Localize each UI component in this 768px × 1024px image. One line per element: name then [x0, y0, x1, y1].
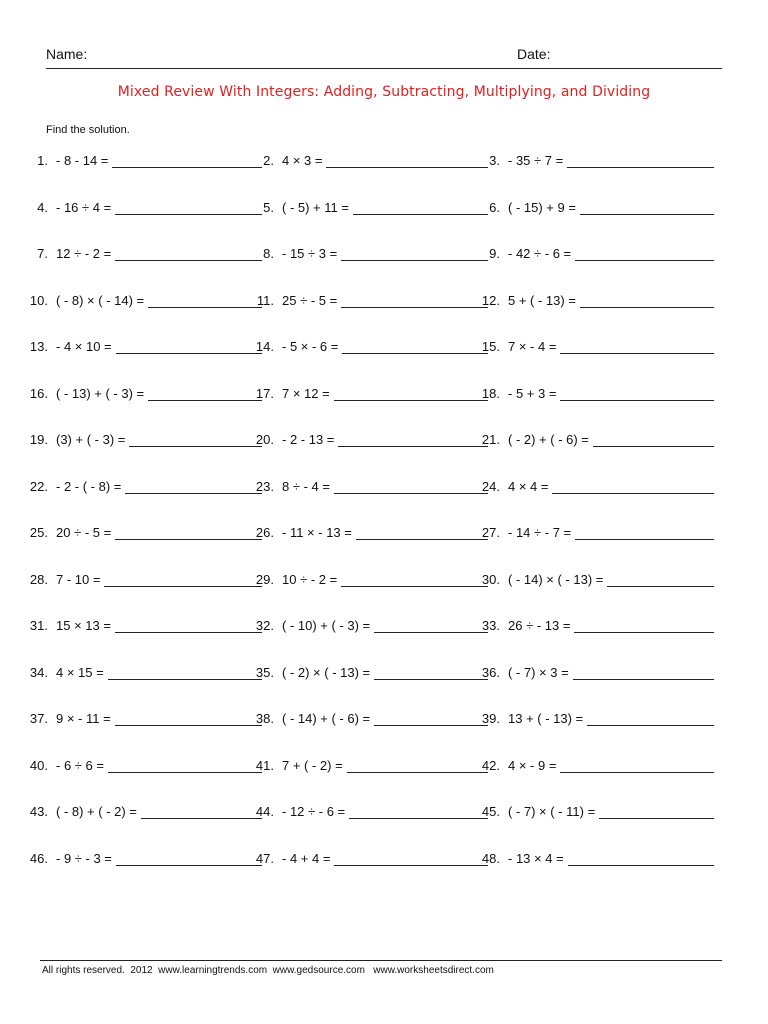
problem-item: [476, 241, 714, 261]
problem-expression: ( - 7) × ( - 11) =: [508, 804, 596, 819]
problem-item: [24, 241, 262, 261]
problem-number: 11.: [256, 292, 274, 308]
problem-expression: ( - 14) + ( - 6) =: [282, 711, 371, 726]
problem-expression: 9 × - 11 =: [56, 711, 111, 726]
problem-number: 23.: [255, 478, 274, 494]
answer-line[interactable]: [116, 851, 262, 866]
problem-item: [250, 148, 488, 168]
answer-line[interactable]: [347, 758, 488, 773]
answer-line[interactable]: [115, 618, 262, 633]
answer-line[interactable]: [374, 665, 488, 680]
problem-number: 10.: [29, 292, 48, 308]
problem-number: 37.: [29, 711, 48, 726]
problem-item: [24, 474, 262, 494]
problem-expression: - 16 ÷ 4 =: [56, 199, 112, 215]
problem-expression: - 11 × - 13 =: [282, 525, 352, 540]
problem-number: 48.: [481, 850, 500, 866]
problem-item: [24, 334, 262, 354]
problem-expression: - 5 + 3 =: [508, 385, 557, 401]
problem-expression: 7 × 12 =: [282, 385, 330, 401]
problem-number: 17.: [255, 385, 274, 401]
problem-expression: ( - 13) + ( - 3) =: [56, 385, 145, 401]
problem-item: [24, 567, 262, 587]
problem-expression: ( - 5) + 11 =: [282, 199, 349, 215]
problem-number: 28.: [29, 571, 48, 587]
answer-line[interactable]: [148, 386, 262, 401]
answer-line[interactable]: [573, 665, 714, 680]
problem-number: 29.: [255, 571, 274, 587]
problem-number: 15.: [481, 339, 500, 354]
problem-item: [476, 474, 714, 494]
footer-text: All rights reserved. 2012 www.learningtrends.com www.gedsource.com www.worksheetsdirect.com: [42, 965, 494, 976]
problem-item: [250, 195, 488, 215]
problem-number: 34.: [29, 664, 48, 680]
answer-line[interactable]: [560, 386, 714, 401]
problem-expression: 8 ÷ - 4 =: [282, 478, 330, 494]
problem-expression: ( - 10) + ( - 3) =: [282, 618, 371, 633]
date-label: Date:: [517, 46, 551, 62]
problem-number: 25.: [29, 525, 48, 540]
answer-line[interactable]: [341, 246, 488, 261]
answer-line[interactable]: [574, 618, 714, 633]
problem-item: [24, 753, 262, 773]
problem-number: 27.: [481, 525, 500, 540]
problem-number: 5.: [263, 199, 274, 215]
problem-expression: 7 + ( - 2) =: [282, 757, 343, 773]
problem-item: [250, 567, 488, 587]
answer-line[interactable]: [148, 293, 262, 308]
problem-expression: ( - 7) × 3 =: [508, 664, 569, 680]
answer-line[interactable]: [342, 339, 488, 354]
problem-item: [476, 799, 714, 819]
answer-line[interactable]: [560, 339, 714, 354]
problem-expression: 4 × 4 =: [508, 478, 549, 494]
problem-number: 20.: [255, 432, 274, 447]
answer-line[interactable]: [115, 525, 262, 540]
answer-line[interactable]: [334, 851, 488, 866]
answer-line[interactable]: [334, 479, 488, 494]
problem-number: 3.: [489, 153, 500, 168]
problem-item: [476, 288, 714, 308]
problem-number: 13.: [29, 339, 48, 354]
problem-item: [24, 706, 262, 726]
answer-line[interactable]: [567, 153, 714, 168]
problem-expression: ( - 14) × ( - 13) =: [508, 571, 604, 587]
answer-line[interactable]: [349, 804, 488, 819]
answer-line[interactable]: [374, 618, 488, 633]
problem-expression: - 4 × 10 =: [56, 339, 112, 354]
problem-expression: - 9 ÷ - 3 =: [56, 850, 112, 866]
problem-expression: - 13 × 4 =: [508, 850, 564, 866]
problem-item: [24, 846, 262, 866]
problem-item: [476, 195, 714, 215]
problem-item: [250, 660, 488, 680]
problem-item: [24, 427, 262, 447]
problem-number: 32.: [255, 618, 274, 633]
answer-line[interactable]: [112, 153, 262, 168]
answer-line[interactable]: [108, 758, 262, 773]
problem-number: 9.: [489, 246, 500, 261]
problem-number: 1.: [37, 153, 48, 168]
problem-item: [250, 753, 488, 773]
problem-number: 18.: [481, 385, 500, 401]
problem-expression: ( - 2) + ( - 6) =: [508, 432, 589, 447]
answer-line[interactable]: [116, 339, 262, 354]
problem-expression: (3) + ( - 3) =: [56, 432, 126, 447]
problem-item: [476, 753, 714, 773]
problem-number: 35.: [255, 664, 274, 680]
problem-expression: 7 - 10 =: [56, 571, 101, 587]
answer-line[interactable]: [374, 711, 488, 726]
answer-line[interactable]: [607, 572, 714, 587]
problem-number: 46.: [29, 850, 48, 866]
problem-expression: ( - 2) × ( - 13) =: [282, 664, 371, 680]
answer-line[interactable]: [587, 711, 714, 726]
problem-item: [250, 288, 488, 308]
answer-line[interactable]: [115, 711, 262, 726]
answer-line[interactable]: [580, 293, 714, 308]
problem-item: [476, 427, 714, 447]
problem-item: [250, 520, 488, 540]
answer-line[interactable]: [129, 432, 262, 447]
problem-expression: 10 ÷ - 2 =: [282, 571, 338, 587]
problem-item: [476, 381, 714, 401]
answer-line[interactable]: [108, 665, 262, 680]
problem-number: 36.: [481, 664, 500, 680]
answer-line[interactable]: [115, 246, 262, 261]
problem-number: 40.: [29, 757, 48, 773]
problem-number: 42.: [481, 757, 500, 773]
problem-item: [476, 706, 714, 726]
problem-expression: ( - 8) × ( - 14) =: [56, 292, 145, 308]
answer-line[interactable]: [575, 525, 714, 540]
problem-item: [476, 520, 714, 540]
problem-expression: 25 ÷ - 5 =: [282, 292, 338, 308]
answer-line[interactable]: [593, 432, 714, 447]
problem-number: 31.: [29, 618, 48, 633]
answer-line[interactable]: [141, 804, 262, 819]
problem-expression: ( - 8) + ( - 2) =: [56, 804, 137, 819]
problem-item: [24, 381, 262, 401]
problem-number: 43.: [29, 804, 48, 819]
problem-item: [476, 567, 714, 587]
problem-expression: - 15 ÷ 3 =: [282, 246, 338, 261]
problem-item: [250, 381, 488, 401]
problem-number: 44.: [255, 804, 274, 819]
problem-item: [24, 288, 262, 308]
problem-expression: - 2 - 13 =: [282, 432, 335, 447]
problem-number: 41.: [255, 757, 274, 773]
problem-expression: - 12 ÷ - 6 =: [282, 804, 346, 819]
problem-item: [250, 799, 488, 819]
problem-number: 45.: [481, 804, 500, 819]
answer-line[interactable]: [599, 804, 714, 819]
problem-number: 38.: [255, 711, 274, 726]
problem-number: 14.: [255, 339, 274, 354]
problem-item: [250, 427, 488, 447]
problem-expression: 26 ÷ - 13 =: [508, 618, 571, 633]
problem-item: [476, 660, 714, 680]
problem-item: [250, 706, 488, 726]
problem-expression: - 2 - ( - 8) =: [56, 478, 122, 494]
problem-item: [24, 195, 262, 215]
problem-expression: - 8 - 14 =: [56, 153, 109, 168]
problem-expression: 13 + ( - 13) =: [508, 711, 584, 726]
answer-line[interactable]: [353, 200, 488, 215]
problem-item: [250, 474, 488, 494]
problem-number: 2.: [263, 153, 274, 168]
problem-number: 12.: [481, 292, 500, 308]
problem-item: [24, 148, 262, 168]
problem-number: 26.: [255, 525, 274, 540]
answer-line[interactable]: [104, 572, 262, 587]
answer-line[interactable]: [568, 851, 714, 866]
problem-number: 16.: [29, 385, 48, 401]
footer-divider: [40, 960, 722, 961]
problem-item: [24, 799, 262, 819]
answer-line[interactable]: [552, 479, 714, 494]
problem-expression: 4 × 3 =: [282, 153, 323, 168]
instructions: Find the solution.: [46, 124, 130, 136]
answer-line[interactable]: [560, 758, 714, 773]
problem-expression: 4 × - 9 =: [508, 757, 557, 773]
problem-number: 4.: [37, 199, 48, 215]
problem-number: 19.: [29, 432, 48, 447]
problem-number: 33.: [481, 618, 500, 633]
answer-line[interactable]: [580, 200, 714, 215]
problem-expression: 20 ÷ - 5 =: [56, 525, 112, 540]
problem-expression: - 42 ÷ - 6 =: [508, 246, 572, 261]
problem-expression: - 4 + 4 =: [282, 850, 331, 866]
problem-number: 7.: [37, 246, 48, 261]
answer-line[interactable]: [115, 200, 262, 215]
problem-expression: - 5 × - 6 =: [282, 339, 339, 354]
problem-item: [476, 334, 714, 354]
problem-expression: 4 × 15 =: [56, 664, 104, 680]
problem-expression: 12 ÷ - 2 =: [56, 246, 112, 261]
problem-item: [24, 520, 262, 540]
problem-expression: ( - 15) + 9 =: [508, 199, 576, 215]
problem-expression: - 6 ÷ 6 =: [56, 757, 104, 773]
problem-expression: - 14 ÷ - 7 =: [508, 525, 572, 540]
problem-expression: 7 × - 4 =: [508, 339, 557, 354]
answer-line[interactable]: [338, 432, 488, 447]
problem-item: [250, 613, 488, 633]
problem-item: [24, 660, 262, 680]
answer-line[interactable]: [341, 572, 488, 587]
problem-number: 47.: [255, 850, 274, 866]
problem-number: 39.: [481, 711, 500, 726]
problem-number: 22.: [29, 478, 48, 494]
answer-line[interactable]: [341, 293, 488, 308]
problem-number: 30.: [481, 571, 500, 587]
problem-number: 6.: [489, 199, 500, 215]
problem-number: 21.: [481, 432, 500, 447]
answer-line[interactable]: [575, 246, 714, 261]
problem-item: [250, 846, 488, 866]
problem-item: [250, 334, 488, 354]
answer-line[interactable]: [334, 386, 488, 401]
answer-line[interactable]: [326, 153, 488, 168]
answer-line[interactable]: [356, 525, 488, 540]
problem-item: [476, 613, 714, 633]
problem-expression: 5 + ( - 13) =: [508, 292, 576, 308]
answer-line[interactable]: [125, 479, 262, 494]
problem-item: [24, 613, 262, 633]
problem-expression: - 35 ÷ 7 =: [508, 153, 564, 168]
problem-item: [476, 148, 714, 168]
problem-item: [250, 241, 488, 261]
problem-expression: 15 × 13 =: [56, 618, 111, 633]
problem-number: 8.: [263, 246, 274, 261]
problem-item: [476, 846, 714, 866]
problem-number: 24.: [481, 478, 500, 494]
name-label: Name:: [46, 46, 88, 62]
worksheet-title: Mixed Review With Integers: Adding, Subtracting, Multiplying, and Dividing: [117, 84, 651, 100]
